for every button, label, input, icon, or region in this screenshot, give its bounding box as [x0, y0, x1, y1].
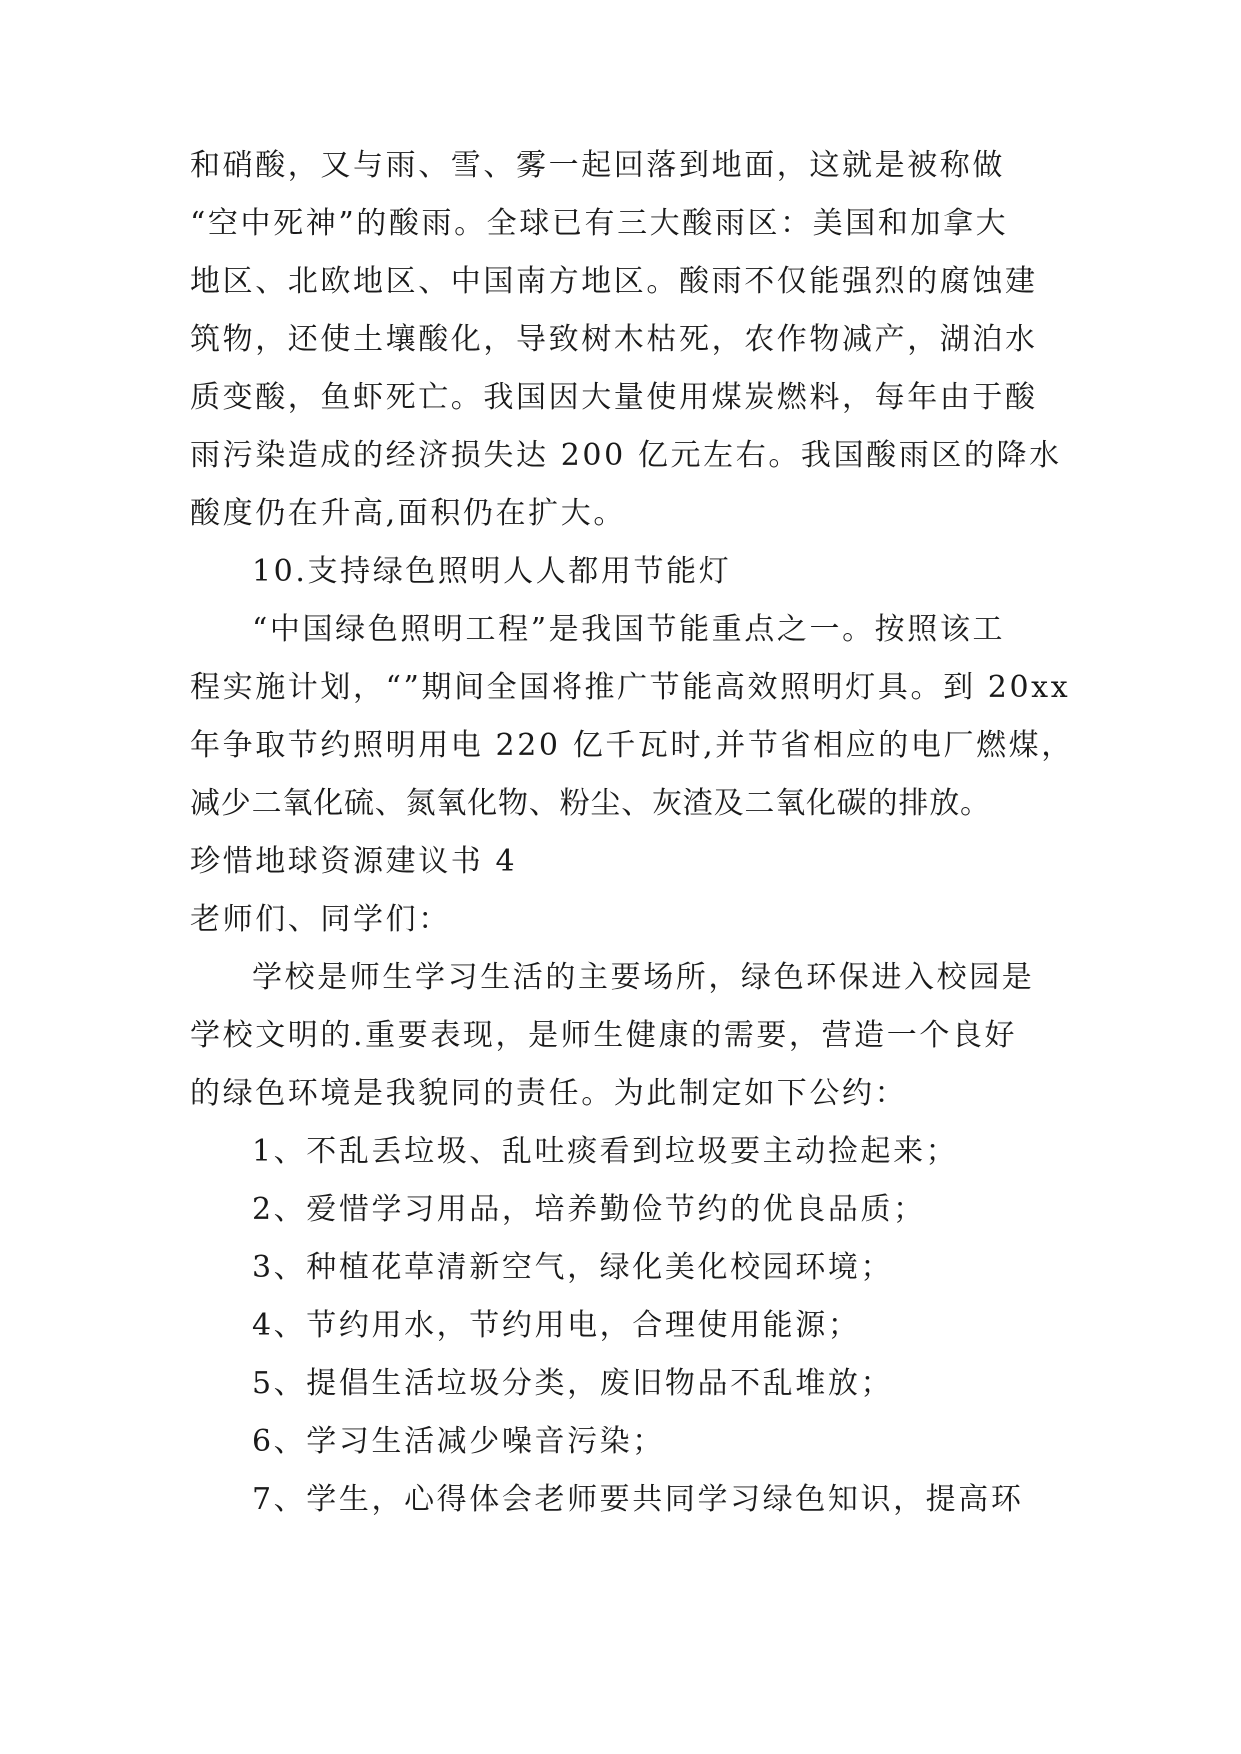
text-line: 减少二氧化硫、氮氧化物、粉尘、灰渣及二氧化碳的排放。 [190, 786, 991, 821]
text-line: 质变酸，鱼虾死亡。我国因大量使用煤炭燃料，每年由于酸 [190, 380, 1038, 415]
text-line: 雨污染造成的经济损失达 200 亿元左右。我国酸雨区的降水 [190, 438, 1062, 473]
list-item: 1、不乱丢垃圾、乱吐痰看到垃圾要主动捡起来； [252, 1134, 959, 1169]
text-line: “中国绿色照明工程”是我国节能重点之一。按照该工 [252, 612, 1006, 647]
text-line: 的绿色环境是我貌同的责任。为此制定如下公约： [190, 1076, 908, 1111]
salutation: 老师们、同学们： [190, 902, 451, 937]
list-item: 4、节约用水，节约用电，合理使用能源； [252, 1308, 861, 1343]
list-item: 7、学生，心得体会老师要共同学习绿色知识，提高环 [252, 1482, 1024, 1517]
text-line: 学校文明的.重要表现，是师生健康的需要，营造一个良好 [190, 1018, 1018, 1053]
text-line: 地区、北欧地区、中国南方地区。酸雨不仅能强烈的腐蚀建 [190, 264, 1038, 299]
text-line: 和硝酸，又与雨、雪、雾一起回落到地面，这就是被称做 [190, 148, 1005, 183]
list-item: 2、爱惜学习用品，培养勤俭节约的优良品质； [252, 1192, 926, 1227]
list-item: 5、提倡生活垃圾分类，废旧物品不乱堆放； [252, 1366, 894, 1401]
text-line: 年争取节约照明用电 220 亿千瓦时,并节省相应的电厂燃煤， [190, 728, 1074, 763]
text-line: 筑物，还使土壤酸化，导致树木枯死，农作物减产，湖泊水 [190, 322, 1038, 357]
list-item: 6、学习生活减少噪音污染； [252, 1424, 665, 1459]
text-line: 学校是师生学习生活的主要场所，绿色环保进入校园是 [252, 960, 1035, 995]
text-line: “空中死神”的酸雨。全球已有三大酸雨区：美国和加拿大 [190, 206, 1009, 241]
text-line: 程实施计划，“”期间全国将推广节能高效照明灯具。到 20xx [190, 670, 1071, 705]
list-item: 3、种植花草清新空气，绿化美化校园环境； [252, 1250, 894, 1285]
document-title: 珍惜地球资源建议书 4 [190, 844, 518, 879]
text-line: 酸度仍在升高,面积仍在扩大。 [190, 496, 626, 531]
section-heading: 10.支持绿色照明人人都用节能灯 [252, 554, 732, 589]
